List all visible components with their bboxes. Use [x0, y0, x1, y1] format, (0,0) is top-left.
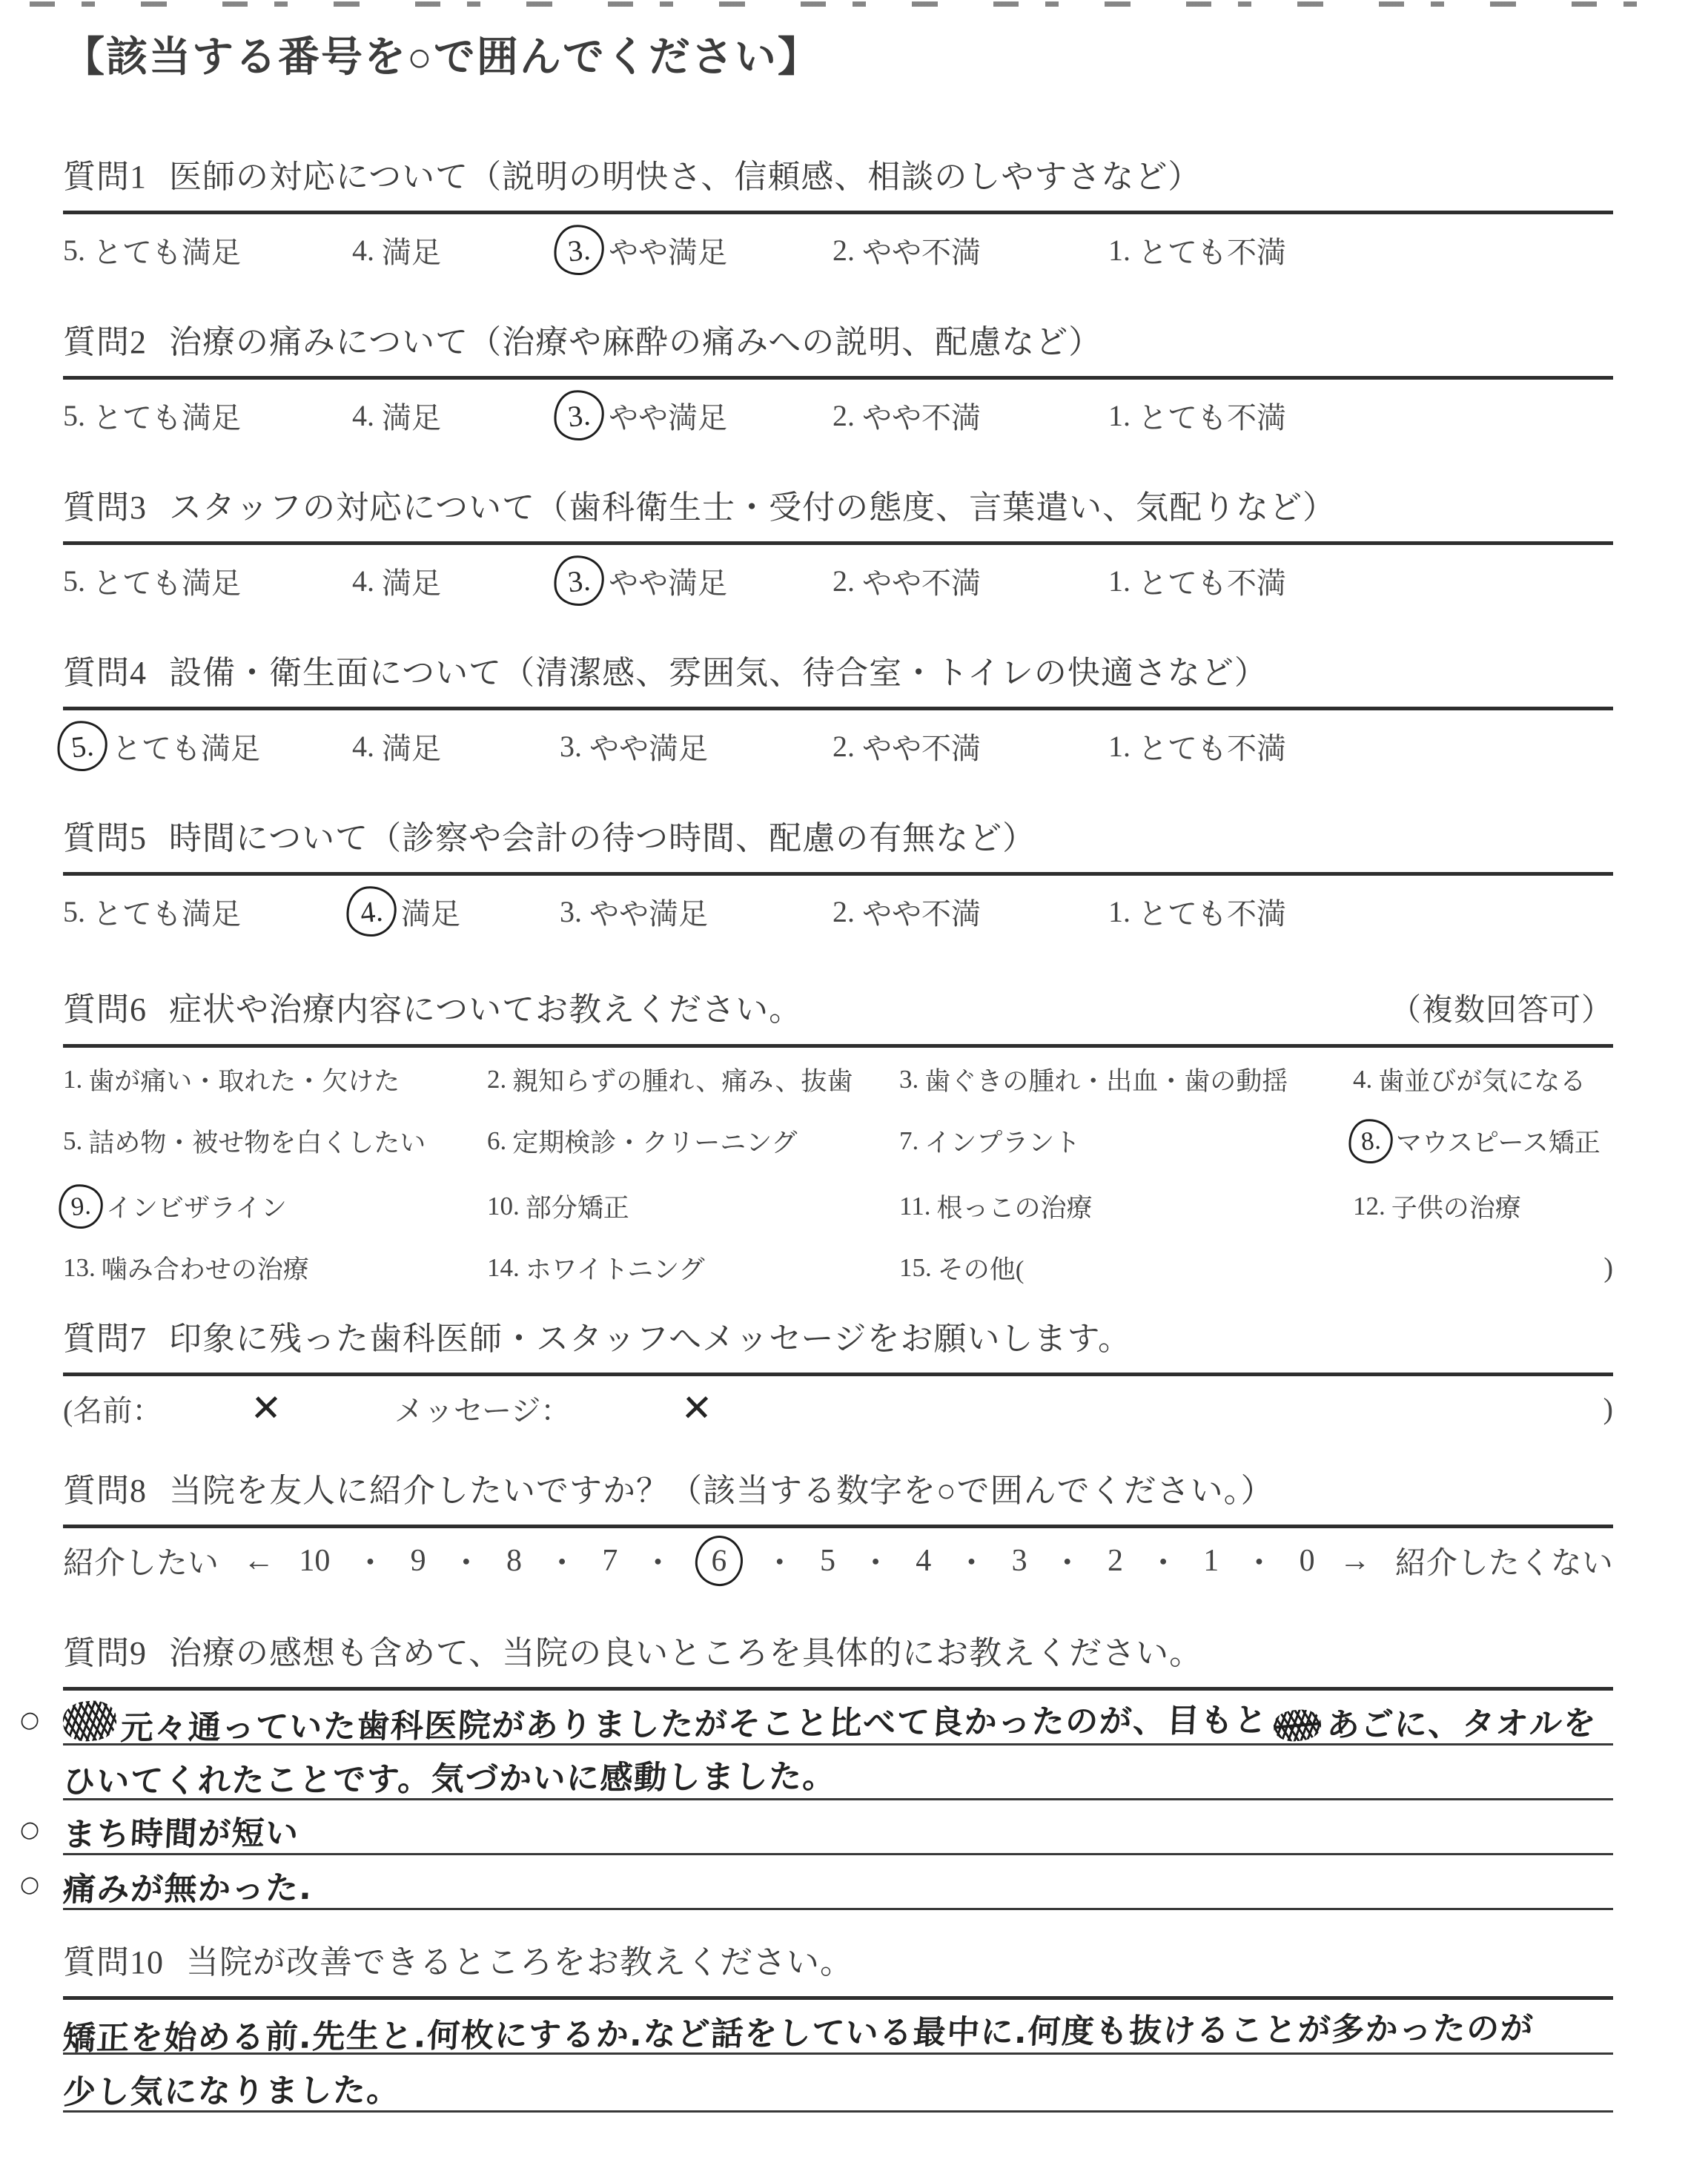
nps-scale	[63, 1539, 1613, 1583]
question-title: 印象に残った歯科医師・スタッフへメッセージをお願いします。	[169, 1321, 1131, 1357]
option-number: 1.	[1108, 398, 1131, 432]
question-title: 治療の痛みについて（治療や麻酔の痛みへの説明、配慮など）	[169, 324, 1102, 360]
option-number: 1.	[1108, 729, 1131, 763]
answer-area	[63, 2000, 1613, 2160]
question-label: 質問6	[63, 991, 147, 1028]
rating-option	[833, 394, 1108, 437]
symptom-option	[899, 1061, 1353, 1098]
option-label: マウスピース矯正	[1396, 1129, 1601, 1157]
scale-number: 8	[506, 1544, 522, 1578]
symptom-option	[899, 1123, 1353, 1160]
dot-separator: ・	[1051, 1547, 1083, 1581]
rating-options	[63, 555, 1613, 606]
arrow-left-icon: ←	[243, 1544, 275, 1578]
option-label: やや不満	[862, 731, 981, 765]
question-label: 質問10	[63, 1944, 164, 1981]
divider	[63, 211, 1613, 214]
option-number: 13.	[63, 1253, 96, 1282]
option-number: 5.	[63, 233, 85, 267]
dot-separator: ・	[1148, 1547, 1179, 1581]
scan-artifact	[30, 1, 1678, 7]
option-number: 3.	[552, 388, 607, 443]
option-label: 根っこの治療	[936, 1194, 1093, 1223]
rating-option	[352, 560, 560, 602]
bullet-mark: ○	[19, 1816, 42, 1843]
question-heading	[63, 486, 1613, 529]
option-label: とても不満	[1138, 566, 1286, 600]
symptom-option	[487, 1061, 899, 1098]
option-label: やや不満	[862, 235, 981, 269]
handwritten-text: ひいてくれたことです。気づかいに感動しました。	[62, 1757, 838, 1801]
option-number: 15.	[899, 1253, 932, 1282]
rating-option	[560, 891, 833, 933]
question-2	[63, 321, 1613, 440]
symptom-option	[487, 1123, 899, 1160]
symptom-option	[487, 1249, 899, 1287]
handwritten-text: 矯正を始める前.先生と.何枚にするか.など話をしている最中に.何度も抜けることが多かったのが	[62, 2009, 1535, 2058]
rating-option	[63, 394, 352, 437]
rating-option	[63, 891, 352, 933]
option-number: 3.	[560, 729, 582, 763]
option-label: とても満足	[93, 566, 241, 600]
question-7	[63, 1318, 1613, 1431]
handwritten-text: 少し気になりました。	[62, 2071, 402, 2112]
option-label: やや満足	[609, 400, 727, 435]
option-label: とても不満	[1138, 731, 1286, 765]
option-number: 5.	[55, 719, 110, 774]
rating-options	[63, 721, 1613, 771]
scale-number: 1	[1203, 1544, 1219, 1578]
scale-number: 5	[819, 1544, 835, 1578]
question-heading	[63, 1470, 1613, 1513]
option-number: 9.	[56, 1182, 105, 1231]
question-title: 治療の感想も含めて、当院の良いところを具体的にお教えください。	[169, 1635, 1203, 1671]
rating-option	[1108, 394, 1286, 437]
rating-options	[63, 390, 1613, 440]
option-number: 3.	[899, 1065, 919, 1094]
divider	[63, 376, 1613, 380]
option-label: 歯ぐきの腫れ・出血・歯の動揺	[924, 1067, 1288, 1096]
divider	[63, 707, 1613, 710]
option-number: 5.	[63, 1126, 83, 1155]
option-number: 14.	[487, 1253, 520, 1282]
name-label: (名前：	[63, 1393, 162, 1427]
symptom-options	[63, 1061, 1613, 1287]
option-number: 2.	[487, 1065, 507, 1094]
option-number: 5.	[63, 564, 85, 598]
question-title: 症状や治療内容についてお教えください。	[169, 991, 803, 1028]
divider	[63, 1373, 1613, 1376]
option-number: 4.	[352, 564, 374, 598]
option-label: 満足	[382, 731, 441, 765]
option-number: 6.	[487, 1126, 507, 1155]
scale-number: 0	[1299, 1544, 1315, 1578]
option-label: やや満足	[609, 235, 727, 269]
question-heading	[63, 652, 1613, 695]
question-10	[63, 1941, 1613, 2160]
answer-line	[19, 1855, 1613, 1910]
question-title: 医師の対応について（説明の明快さ、信頼感、相談のしやすさなど）	[169, 159, 1202, 195]
rating-option	[352, 886, 560, 937]
rating-option	[352, 229, 560, 271]
rating-option	[63, 560, 352, 602]
divider	[63, 1044, 1613, 1048]
option-label: インビザライン	[106, 1194, 287, 1223]
option-label: とても不満	[1138, 896, 1286, 931]
question-title: 時間について（診察や会計の待つ時間、配慮の有無など）	[169, 820, 1036, 856]
dot-separator: ・	[642, 1547, 674, 1581]
dot-separator: ・	[764, 1547, 795, 1581]
option-label: とても満足	[93, 235, 241, 269]
scribble-strikeout-mark	[1272, 1708, 1322, 1743]
scale-number: 7	[602, 1544, 618, 1578]
option-number: 5.	[63, 398, 85, 432]
answer-area	[19, 1691, 1613, 1910]
scale-number: 4	[916, 1544, 932, 1578]
question-heading	[63, 817, 1613, 860]
option-label: 歯並びが気になる	[1378, 1067, 1586, 1096]
option-number: 4.	[352, 398, 374, 432]
question-label: 質問2	[63, 324, 147, 360]
option-label: インプラント	[924, 1129, 1081, 1157]
option-label: 歯が痛い・取れた・欠けた	[88, 1067, 400, 1096]
question-label: 質問9	[63, 1635, 147, 1671]
question-heading	[63, 988, 1613, 1032]
option-number: 3.	[552, 222, 607, 278]
handwritten-text: あごに、タオルを	[1325, 1704, 1598, 1745]
rating-option	[833, 560, 1108, 602]
name-message-row	[63, 1385, 1613, 1431]
option-label: 定期検診・クリーニング	[512, 1129, 798, 1157]
answer-line	[63, 1745, 1613, 1800]
option-number: 2.	[833, 233, 855, 267]
option-number: 4.	[352, 233, 374, 267]
option-number: 3.	[560, 894, 582, 928]
answer-line	[19, 1800, 1613, 1855]
option-label: やや不満	[862, 896, 981, 931]
answer-line	[19, 1691, 1613, 1748]
option-number: 5.	[63, 894, 85, 928]
question-heading	[63, 1318, 1613, 1361]
option-label: その他(	[937, 1255, 1025, 1284]
arrow-right-icon: →	[1339, 1544, 1371, 1578]
symptom-option	[487, 1188, 899, 1225]
rating-option	[1108, 891, 1286, 933]
scale-tail-label: 紹介したくない	[1394, 1547, 1613, 1581]
rating-option	[560, 225, 833, 275]
dot-separator: ・	[860, 1547, 892, 1581]
symptom-option	[63, 1249, 487, 1287]
option-number: 1.	[1108, 233, 1131, 267]
option-label: 部分矯正	[525, 1194, 629, 1223]
rating-option	[63, 229, 352, 271]
symptom-option	[63, 1184, 487, 1229]
option-number: 4.	[1353, 1065, 1373, 1094]
other-close-paren: )	[1603, 1252, 1613, 1284]
symptom-option	[899, 1188, 1353, 1225]
option-label: やや不満	[862, 566, 981, 600]
handwritten-text: 元々通っていた歯科医院がありましたがそこと比べて良かったのが、目もと	[119, 1701, 1269, 1748]
rating-option	[560, 555, 833, 606]
question-title: 設備・衛生面について（清潔感、雰囲気、待合室・トイレの快適さなど）	[169, 655, 1268, 691]
rating-option	[352, 725, 560, 767]
option-label: 満足	[382, 400, 441, 435]
option-label: 満足	[401, 896, 460, 931]
option-label: とても満足	[93, 896, 241, 931]
option-label: とても不満	[1138, 235, 1286, 269]
symptom-option	[63, 1061, 487, 1098]
dot-separator: ・	[354, 1547, 386, 1581]
divider	[63, 541, 1613, 545]
x-mark: ✕	[681, 1386, 715, 1430]
question-heading	[63, 1941, 1613, 1984]
x-mark: ✕	[250, 1386, 285, 1430]
scale-lead-label: 紹介したい	[63, 1547, 219, 1581]
option-label: とても不満	[1138, 400, 1286, 435]
multiple-answers-note: （複数回答可）	[1389, 994, 1613, 1028]
scale-number: 10	[299, 1544, 331, 1578]
option-number: 8.	[1346, 1117, 1395, 1166]
option-number: 11.	[899, 1192, 931, 1221]
option-label: やや満足	[609, 566, 727, 600]
rating-option	[352, 394, 560, 437]
page-title: 【該当する番号を○で囲んでください】	[63, 35, 821, 81]
rating-options	[63, 225, 1613, 275]
option-label: とても満足	[93, 400, 241, 435]
dot-separator: ・	[450, 1547, 482, 1581]
divider	[63, 872, 1613, 876]
rating-option	[1108, 725, 1286, 767]
rating-options	[63, 886, 1613, 937]
scribble-mark	[62, 1699, 118, 1743]
bullet-mark: ○	[19, 1706, 42, 1734]
bullet-mark: ○	[19, 1871, 42, 1898]
option-label: 子供の治療	[1391, 1194, 1521, 1223]
rating-option	[1108, 560, 1286, 602]
handwritten-text: 痛みが無かった.	[62, 1869, 314, 1909]
question-label: 質問3	[63, 489, 147, 526]
option-label: やや満足	[589, 896, 708, 931]
option-number: 2.	[833, 398, 855, 432]
option-number: 1.	[1108, 564, 1131, 598]
question-1	[63, 156, 1613, 275]
rating-option	[560, 725, 833, 767]
question-label: 質問1	[63, 159, 147, 195]
option-label: 親知らずの腫れ、痛み、抜歯	[512, 1067, 853, 1096]
option-label: 満足	[382, 566, 441, 600]
option-number: 4.	[352, 729, 374, 763]
question-3	[63, 486, 1613, 606]
rating-option	[560, 390, 833, 440]
symptom-option	[1353, 1119, 1613, 1163]
answer-line-empty	[63, 2113, 1613, 2160]
scale-number: 9	[410, 1544, 426, 1578]
scale-number: 6	[693, 1534, 744, 1588]
question-title: 当院が改善できるところをお教えください。	[186, 1944, 853, 1981]
scale-number: 3	[1011, 1544, 1027, 1578]
question-label: 質問5	[63, 820, 147, 856]
question-heading	[63, 156, 1613, 199]
answer-line	[63, 2055, 1613, 2113]
scale-number: 2	[1107, 1544, 1123, 1578]
question-9	[19, 1632, 1613, 1910]
option-number: 1.	[63, 1065, 83, 1094]
question-label: 質問4	[63, 655, 147, 691]
option-number: 7.	[899, 1126, 919, 1155]
option-number: 3.	[552, 553, 607, 609]
symptom-option-other	[899, 1249, 1353, 1287]
option-label: 詰め物・被せ物を白くしたい	[88, 1129, 426, 1157]
answer-line	[62, 2000, 1613, 2058]
divider	[63, 1525, 1613, 1528]
option-label: やや満足	[589, 731, 708, 765]
question-5	[63, 817, 1613, 937]
option-number: 1.	[1108, 894, 1131, 928]
option-number: 4.	[344, 884, 400, 939]
option-number: 2.	[833, 564, 855, 598]
dot-separator: ・	[956, 1547, 987, 1581]
option-number: 10.	[487, 1192, 520, 1221]
question-heading	[63, 321, 1613, 364]
question-label: 質問7	[63, 1321, 147, 1357]
question-title: 当院を友人に紹介したいですか？（該当する数字を○で囲んでください。）	[169, 1473, 1274, 1509]
symptom-option	[1353, 1188, 1613, 1225]
option-label: 噛み合わせの治療	[101, 1255, 309, 1284]
question-8	[63, 1470, 1613, 1583]
question-heading	[63, 1632, 1613, 1675]
question-4	[63, 652, 1613, 771]
symptom-option	[1353, 1061, 1613, 1098]
option-label: とても満足	[112, 731, 260, 765]
symptom-option	[63, 1123, 487, 1160]
handwritten-text: まち時間が短い	[62, 1814, 300, 1855]
question-title: スタッフの対応について（歯科衛生士・受付の態度、言葉遣い、気配りなど）	[169, 489, 1337, 526]
question-6	[63, 988, 1613, 1287]
rating-option	[1108, 229, 1286, 271]
option-label: やや不満	[862, 400, 981, 435]
close-paren: )	[1603, 1391, 1613, 1425]
option-label: ホワイトニング	[525, 1255, 705, 1284]
message-label: メッセージ：	[394, 1393, 571, 1427]
option-number: 2.	[833, 729, 855, 763]
option-number: 2.	[833, 894, 855, 928]
question-label: 質問8	[63, 1473, 147, 1509]
rating-option	[63, 721, 352, 771]
rating-option	[833, 229, 1108, 271]
dot-separator: ・	[1243, 1547, 1275, 1581]
rating-option	[833, 725, 1108, 767]
option-label: 満足	[382, 235, 441, 269]
dot-separator: ・	[546, 1547, 578, 1581]
rating-option	[833, 891, 1108, 933]
option-number: 12.	[1353, 1192, 1386, 1221]
